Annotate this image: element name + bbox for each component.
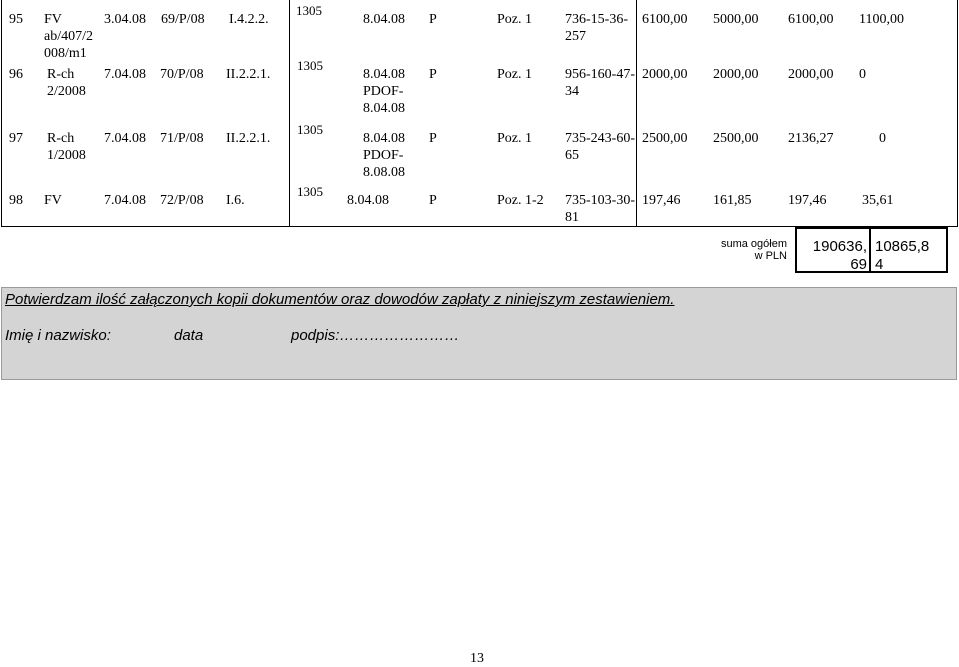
- position: Poz. 1: [497, 131, 532, 146]
- summary-label: suma ogółem w PLN: [720, 238, 787, 262]
- summary-total-2: 10865,8 4: [875, 238, 930, 273]
- amount-1: 197,46: [642, 193, 681, 208]
- reference-number: 70/P/08: [160, 67, 204, 82]
- signature-label: podpis:……………………: [291, 327, 460, 344]
- payment-form: P: [429, 193, 437, 208]
- amount-4: 1100,00: [859, 12, 904, 27]
- payment-date: 8.04.08: [363, 12, 405, 27]
- amount-2: 2500,00: [713, 131, 759, 146]
- chapter-code: II.2.2.1.: [226, 131, 271, 146]
- payment-date: 8.04.08 PDOF- 8.04.08: [363, 67, 405, 116]
- document-number: FV: [44, 193, 62, 208]
- bank-account: 956-160-47- 34: [565, 67, 635, 99]
- document-number: FV ab/407/2 008/m1: [44, 12, 93, 61]
- payment-form: P: [429, 67, 437, 82]
- chapter-code: II.2.2.1.: [226, 67, 271, 82]
- issue-date: 7.04.08: [104, 193, 146, 208]
- document-number: R-ch 2/2008: [47, 67, 86, 99]
- bank-account: 735-243-60- 65: [565, 131, 635, 163]
- row-number: 95: [9, 12, 23, 27]
- amount-4: 35,61: [862, 193, 894, 208]
- amount-3: 2136,27: [788, 131, 834, 146]
- position: Poz. 1: [497, 12, 532, 27]
- reference-number: 69/P/08: [161, 12, 205, 27]
- amount-2: 2000,00: [713, 67, 759, 82]
- position: Poz. 1-2: [497, 193, 544, 208]
- chapter-code: I.6.: [226, 193, 245, 208]
- payment-date: 8.04.08: [347, 193, 389, 208]
- reference-number: 71/P/08: [160, 131, 204, 146]
- payment-date: 8.04.08 PDOF- 8.08.08: [363, 131, 405, 180]
- account-code: 1305: [297, 184, 323, 199]
- amount-3: 2000,00: [788, 67, 834, 82]
- bank-account: 736-15-36- 257: [565, 12, 628, 44]
- issue-date: 3.04.08: [104, 12, 146, 27]
- row-number: 97: [9, 131, 23, 146]
- account-code: 1305: [297, 122, 323, 137]
- position: Poz. 1: [497, 67, 532, 82]
- chapter-code: I.4.2.2.: [229, 12, 269, 27]
- row-number: 96: [9, 67, 23, 82]
- amount-4: 0: [879, 131, 886, 146]
- date-label: data: [174, 327, 204, 344]
- table-left-border: [1, 0, 2, 227]
- column-divider: [289, 0, 290, 227]
- bank-account: 735-103-30- 81: [565, 193, 635, 225]
- document-number: R-ch 1/2008: [47, 131, 86, 163]
- amount-3: 197,46: [788, 193, 827, 208]
- issue-date: 7.04.08: [104, 67, 146, 82]
- row-number: 98: [9, 193, 23, 208]
- account-code: 1305: [297, 58, 323, 73]
- amount-1: 2500,00: [642, 131, 688, 146]
- page-number: 13: [470, 651, 484, 666]
- amount-1: 6100,00: [642, 12, 688, 27]
- payment-form: P: [429, 12, 437, 27]
- reference-number: 72/P/08: [160, 193, 204, 208]
- table-right-border: [957, 0, 958, 227]
- amount-4: 0: [859, 67, 866, 82]
- payment-form: P: [429, 131, 437, 146]
- summary-total-1: 190636, 69: [812, 238, 867, 273]
- amount-2: 5000,00: [713, 12, 759, 27]
- column-divider: [636, 0, 637, 227]
- issue-date: 7.04.08: [104, 131, 146, 146]
- amount-2: 161,85: [713, 193, 752, 208]
- amount-3: 6100,00: [788, 12, 834, 27]
- amount-1: 2000,00: [642, 67, 688, 82]
- confirmation-text: Potwierdzam ilość załączonych kopii dokumentów oraz dowodów zapłaty z niniejszym zestawieniem.: [5, 291, 675, 308]
- account-code: 1305: [296, 3, 322, 18]
- name-label: Imię i nazwisko:: [5, 327, 111, 344]
